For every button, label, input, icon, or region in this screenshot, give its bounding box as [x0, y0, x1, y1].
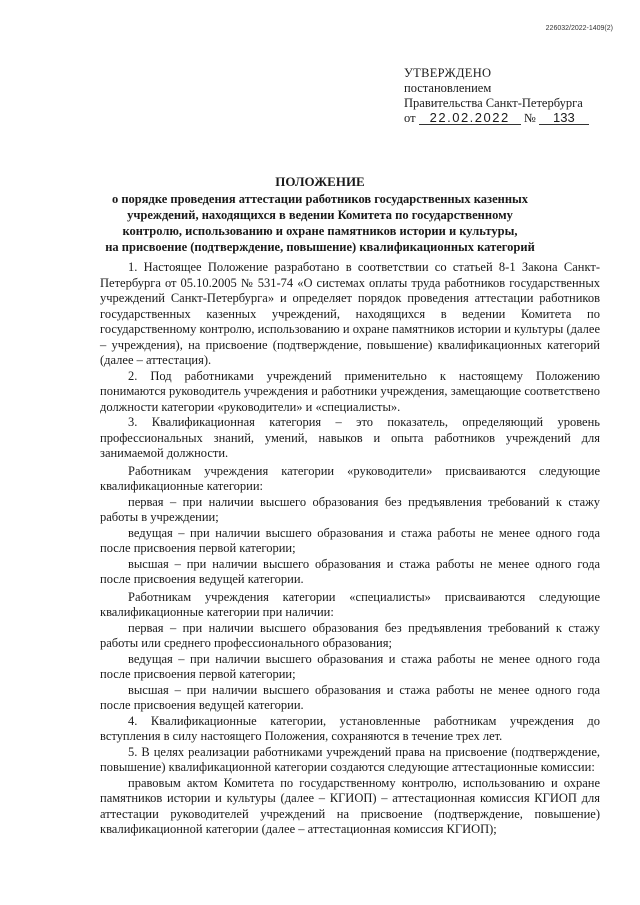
- paragraph-managers-first: первая – при наличии высшего образования без предъявления требований к стажу работы в учреждении;: [100, 494, 600, 524]
- document-subtitle-line: на присвоение (подтверждение, повышение) квалификационных категорий: [105, 240, 535, 254]
- document-subtitle-line: о порядке проведения аттестации работников государственных казенных: [111, 192, 529, 206]
- approval-block: [404, 66, 604, 126]
- approval-date-number: [404, 111, 604, 126]
- document-id: 226032/2022-1409(2): [545, 25, 613, 32]
- paragraph-5-commission: правовым актом Комитета по государственному контролю, использованию и охране памятников истории и культуры (далее – КГИОП) – аттестационная комиссия КГИОП для аттестации руководителей учреждений на присвоение (подтверждение, повышение) квалификационной категории (далее – аттестационная комиссия КГИОП);: [100, 775, 600, 836]
- paragraph-1: 1. Настоящее Положение разработано в соответствии со статьей 8-1 Закона Санкт-Петербурга от 05.10.2005 № 531-74 «О системах оплаты труда работников государственных учреждений Санкт-Петербурга» и определяет порядок проведения аттестации работников государственных казенных учреждений, находящихся в ведении Комитета по государственному контролю, использованию и охране памятников истории и культуры (далее – учреждения), на присвоение (подтверждение, повышение) квалификационных категорий (далее – аттестация).: [100, 260, 600, 367]
- paragraph-specialists-intro: Работникам учреждения категории «специалисты» присваиваются следующие квалификационные категории при наличии:: [100, 589, 600, 619]
- document-title-main: ПОЛОЖЕНИЕ: [275, 174, 365, 189]
- paragraph-specialists-first: первая – при наличии высшего образования без предъявления требований к стажу работы или среднего профессионального образования;: [100, 620, 600, 650]
- document-subtitle-line: учреждений, находящихся в ведении Комитета по государственному: [127, 208, 513, 222]
- approval-number-label: №: [523, 111, 536, 125]
- approval-from-label: от: [404, 111, 416, 125]
- paragraph-managers-highest: высшая – при наличии высшего образования и стажа работы не менее одного года после присвоения ведущей категории.: [100, 556, 600, 586]
- paragraph-managers-intro: Работникам учреждения категории «руководители» присваиваются следующие квалификационные категории:: [100, 463, 600, 493]
- paragraph-3: 3. Квалификационная категория – это показатель, определяющий уровень профессиональных знаний, умений, навыков и опыта работников учреждений для занимаемой должности.: [100, 415, 600, 460]
- approval-title: УТВЕРЖДЕНО: [404, 66, 492, 80]
- paragraph-5: 5. В целях реализации работниками учреждений права на присвоение (подтверждение, повышение) квалификационной категории создаются следующие аттестационные комиссии:: [100, 744, 600, 774]
- approval-line-1: постановлением: [404, 81, 492, 95]
- paragraph-managers-leading: ведущая – при наличии высшего образования и стажа работы не менее одного года после присвоения первой категории;: [100, 525, 600, 555]
- document-body: [100, 260, 600, 838]
- paragraph-specialists-highest: высшая – при наличии высшего образования и стажа работы не менее одного года после присвоения ведущей категории.: [100, 682, 600, 712]
- document-subtitle-line: контролю, использованию и охране памятников истории и культуры,: [122, 224, 518, 238]
- paragraph-specialists-leading: ведущая – при наличии высшего образования и стажа работы не менее одного года после присвоения первой категории;: [100, 651, 600, 681]
- document-title: [96, 174, 544, 255]
- paragraph-2: 2. Под работниками учреждений применительно к настоящему Положению понимаются руководитель учреждения и работники учреждения, замещающие соответствено должности категории «руководители» и «специалисты».: [100, 368, 600, 414]
- approval-date: 22.02.2022: [419, 111, 521, 125]
- paragraph-4: 4. Квалификационные категории, установленные работникам учреждения до вступления в силу настоящего Положения, сохраняются в течение трех лет.: [100, 713, 600, 743]
- approval-line-2: Правительства Санкт-Петербурга: [404, 96, 583, 110]
- approval-number: 133: [539, 111, 589, 125]
